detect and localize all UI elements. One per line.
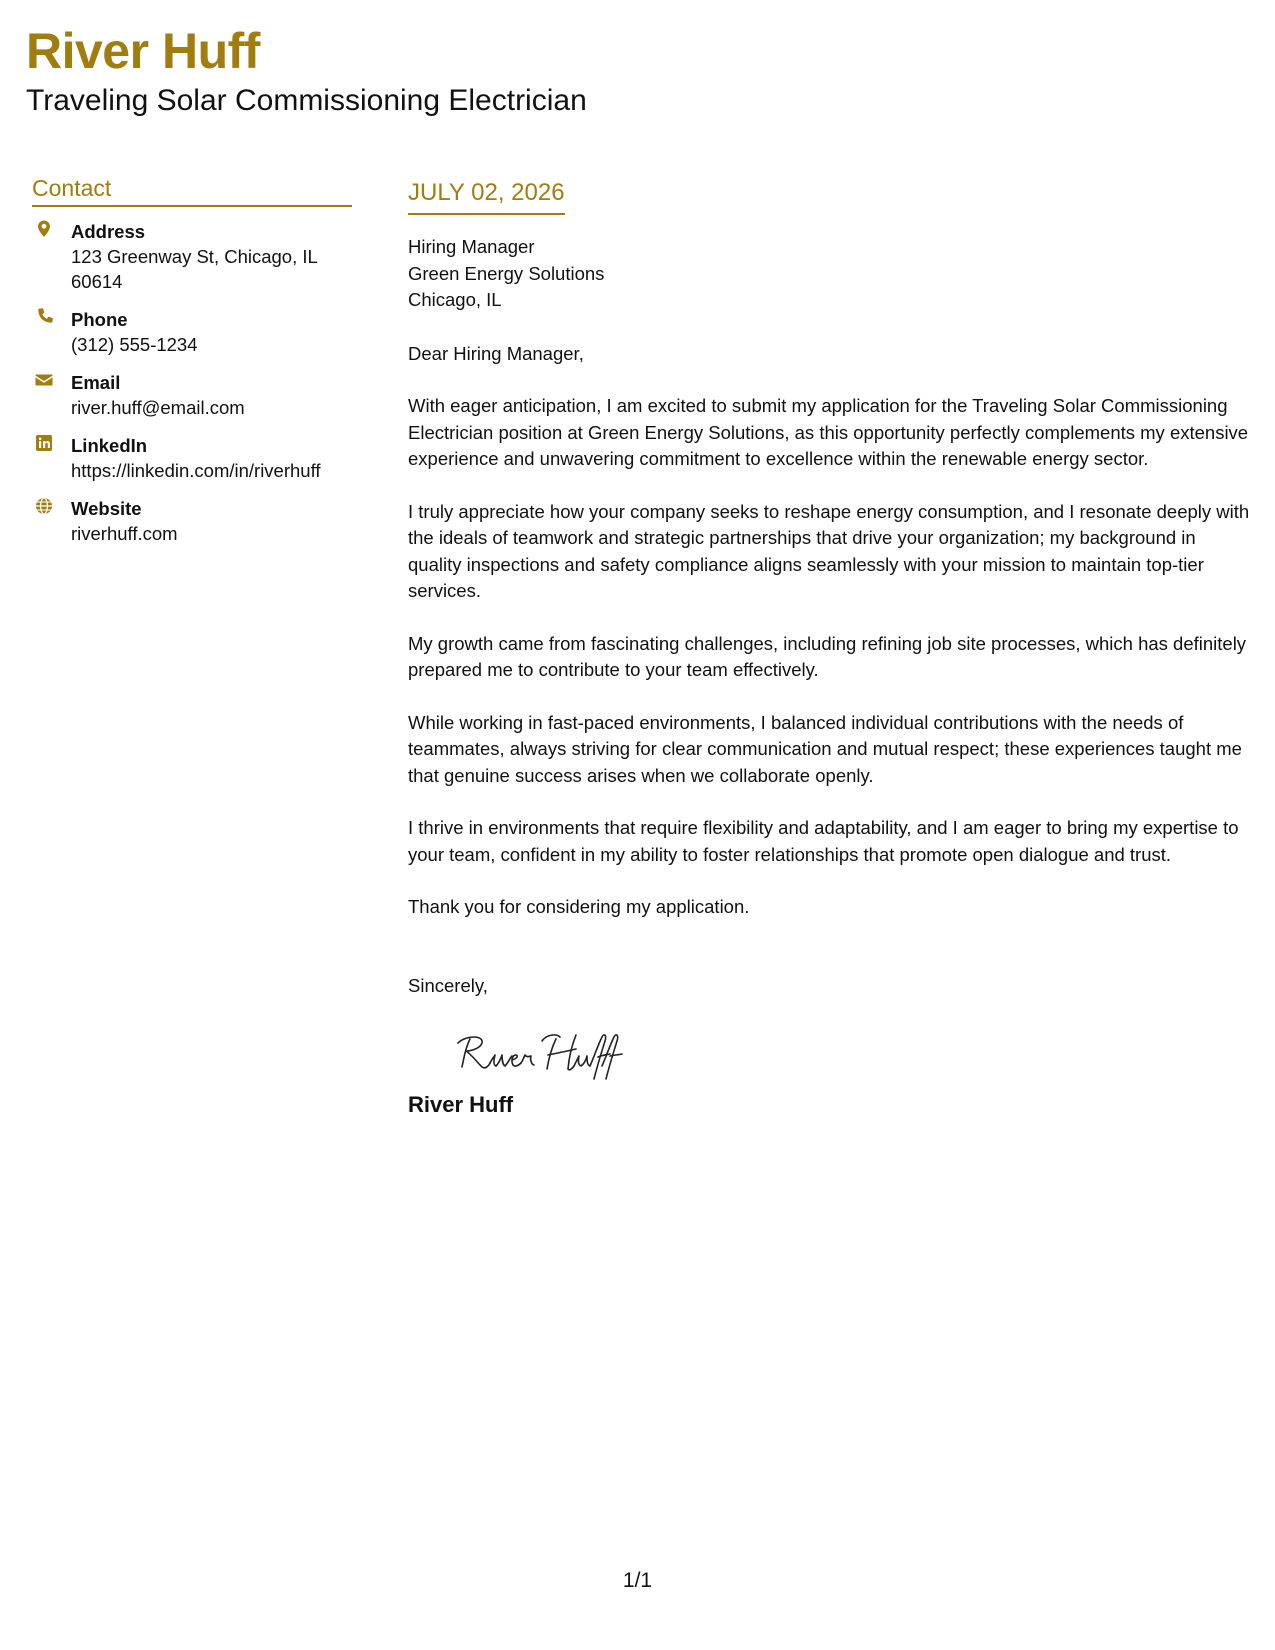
contact-item-address bbox=[32, 219, 352, 294]
contact-item-linkedin bbox=[32, 433, 352, 483]
website-label: Website bbox=[71, 498, 142, 519]
body-paragraph: Thank you for considering my application. bbox=[408, 896, 750, 917]
website-value[interactable]: riverhuff.com bbox=[71, 523, 178, 544]
applicant-name: River Huff bbox=[26, 23, 260, 79]
contact-sidebar bbox=[32, 174, 352, 559]
phone-label: Phone bbox=[71, 309, 128, 330]
linkedin-icon bbox=[34, 433, 54, 453]
address-label: Address bbox=[71, 221, 146, 242]
phone-value: (312) 555-1234 bbox=[71, 334, 198, 355]
letter-body bbox=[408, 178, 1253, 1119]
recipient-line: Hiring Manager bbox=[408, 236, 535, 257]
contact-item-email bbox=[32, 370, 352, 420]
email-value: river.huff@email.com bbox=[71, 397, 245, 418]
handwritten-signature bbox=[452, 1027, 642, 1083]
email-label: Email bbox=[71, 372, 121, 393]
body-paragraph: My growth came from fascinating challenges, including refining job site processes, which has definitely prepared me to contribute to your team effectively. bbox=[408, 632, 1247, 680]
salutation: Dear Hiring Manager, bbox=[408, 342, 584, 364]
map-pin-icon bbox=[34, 219, 54, 239]
body-paragraph: I thrive in environments that require flexibility and adaptability, and I am eager to bring my expertise to your team, confident in my ability to foster relationships that promote open dialogue and trust. bbox=[408, 817, 1239, 865]
address-line-1: 123 Greenway St, Chicago, IL bbox=[71, 246, 318, 267]
job-title: Traveling Solar Commissioning Electrician bbox=[26, 84, 587, 117]
linkedin-value[interactable]: https://linkedin.com/in/riverhuff bbox=[71, 460, 321, 481]
phone-icon bbox=[34, 307, 54, 327]
body-paragraph: I truly appreciate how your company seeks to reshape energy consumption, and I resonate deeply with the ideals of teamwork and strategic partnerships that drive your organization; my background in quality inspections and safety compliance aligns seamlessly with your mission to maintain top-tier services. bbox=[408, 500, 1250, 601]
globe-icon bbox=[34, 496, 54, 516]
recipient-line: Chicago, IL bbox=[408, 289, 502, 310]
address-line-2: 60614 bbox=[71, 271, 123, 292]
contact-heading: Contact bbox=[32, 174, 352, 207]
recipient-block bbox=[408, 234, 1253, 314]
envelope-icon bbox=[34, 370, 54, 390]
page-number: 1/1 bbox=[622, 1569, 653, 1592]
body-paragraph: While working in fast-paced environments, I balanced individual contributions with the needs of teammates, always striving for clear communication and mutual respect; these experiences taught me that genuine success arises when we collaborate openly. bbox=[408, 711, 1242, 786]
body-paragraph: With eager anticipation, I am excited to submit my application for the Traveling Solar Commissioning Electrician position at Green Energy Solutions, as this opportunity perfectly complements my extensive experience and unwavering commitment to excellence within the renewable energy sector. bbox=[408, 395, 1249, 469]
closing: Sincerely, bbox=[408, 974, 488, 996]
linkedin-label: LinkedIn bbox=[71, 435, 148, 456]
letter-date: JULY 02, 2026 bbox=[408, 178, 565, 215]
signer-name: River Huff bbox=[408, 1092, 514, 1117]
contact-item-phone bbox=[32, 307, 352, 357]
recipient-line: Green Energy Solutions bbox=[408, 262, 605, 284]
contact-item-website bbox=[32, 496, 352, 546]
